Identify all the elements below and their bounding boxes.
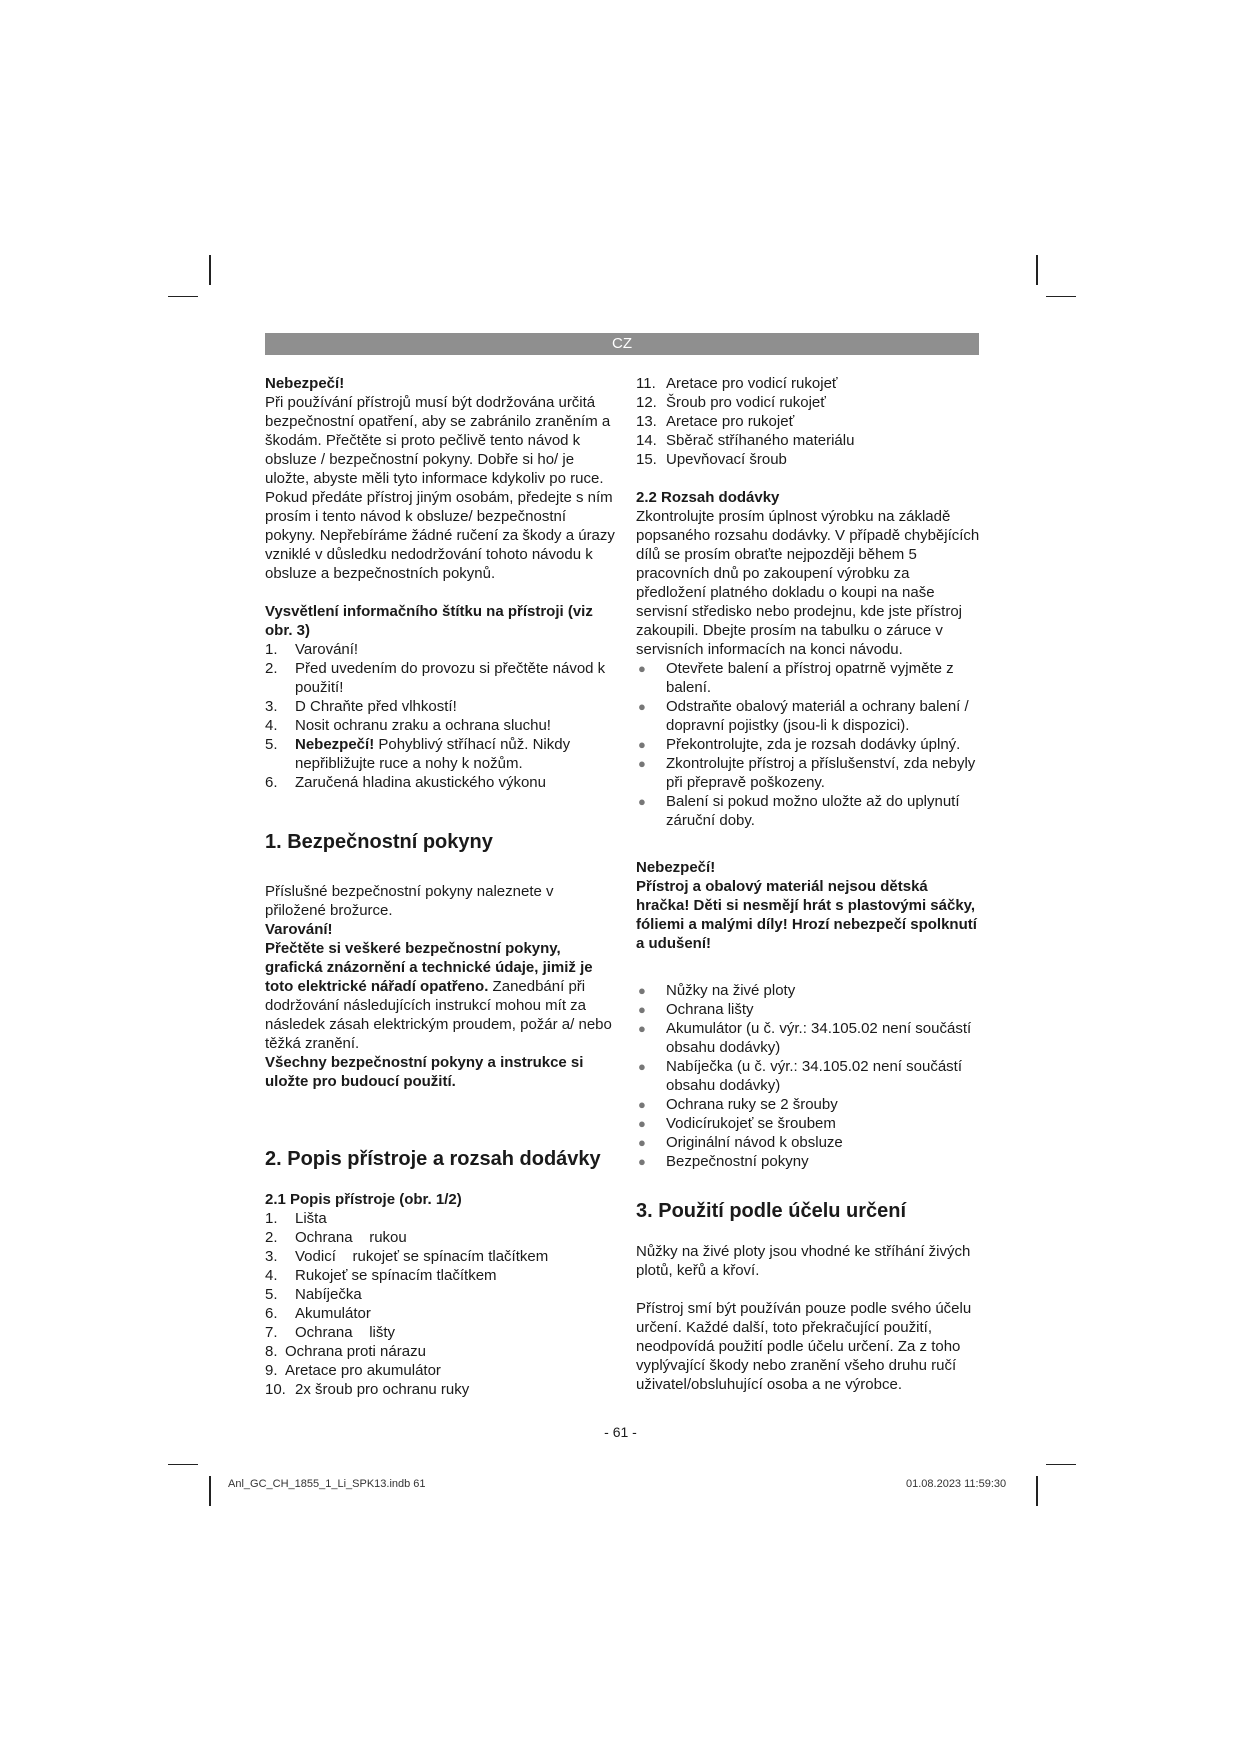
crop-mark: [209, 1476, 211, 1506]
list-item: 3. D Chraňte před vlhkostí!: [265, 698, 457, 715]
list-item: 8. Ochrana proti nárazu: [265, 1343, 426, 1360]
list-item: 2. Ochrana rukou: [265, 1229, 407, 1246]
bullet-icon: ●: [638, 1116, 646, 1131]
file-slug: Anl_GC_CH_1855_1_Li_SPK13.indb 61: [228, 1478, 426, 1490]
section-1-warning: Varování!: [265, 921, 333, 938]
list-item: ● Odstraňte obalový materiál a ochrany balení / dopravní pojistky (jsou-li k dispozici).: [638, 698, 969, 734]
list-item: ● Vodicírukojeť se šroubem: [638, 1115, 836, 1132]
list-item: 5. Nebezpečí! Pohyblivý stříhací nůž. Nikdy nepřibližujte ruce a nohy k nožům.: [265, 736, 571, 772]
list-item: ● Nůžky na živé ploty: [638, 982, 796, 999]
crop-mark: [1036, 255, 1038, 285]
bullet-icon: ●: [638, 1002, 646, 1017]
section-1-text: Přečtěte si veškeré bezpečnostní pokyny, grafická znázornění a technické údaje, jimiž je toto elektrické nářadí opatřeno. Zanedbání při dodržování následujících instrukcí mohou mít za následek zásah elektrickým proudem, požár a/ nebo těžká zranění.: [265, 940, 612, 1052]
section-1-title: 1. Bezpečnostní pokyny: [265, 831, 493, 853]
danger-text: Při používání přístrojů musí být dodržována určitá bezpečnostní opatření, aby se zabránilo zraněním a škodám. Přečtěte si proto pečlivě tento návod k obsluze / bezpečnostní pokyny. Dobře si ho/ je uložte, abyste měli tyto informace kdykoliv po ruce. Pokud předáte přístroj jiným osobám, předejte s ním prosím i tento návod k obsluze/ bezpečnostní pokyny. Nepřebíráme žádné ručení za škody a úrazy vzniklé v důsledku nedodržování tohoto návodu k obsluze a bezpečnostních pokynů.: [265, 394, 615, 582]
language-header-bar: CZ: [265, 333, 979, 355]
list-item: 12. Šroub pro vodicí rukojeť: [636, 394, 826, 411]
page-number: - 61 -: [604, 1424, 637, 1440]
list-item: ● Nabíječka (u č. výr.: 34.105.02 není součástí obsahu dodávky): [638, 1058, 963, 1094]
list-item: ● Bezpečnostní pokyny: [638, 1153, 809, 1170]
section-1-intro: Příslušné bezpečnostní pokyny naleznete v přiložené brožurce.: [265, 883, 554, 919]
list-item: 5. Nabíječka: [265, 1286, 362, 1303]
bullet-icon: ●: [638, 1135, 646, 1150]
right-column: [636, 374, 981, 1394]
list-item: 10. 2x šroub pro ochranu ruky: [265, 1381, 470, 1398]
list-item: 6. Zaručená hladina akustického výkonu: [265, 774, 546, 791]
section-2-title: 2. Popis přístroje a rozsah dodávky: [265, 1148, 601, 1170]
list-item: 7. Ochrana lišty: [265, 1324, 396, 1341]
section-2-1-title: 2.1 Popis přístroje (obr. 1/2): [265, 1191, 462, 1208]
list-item: 14. Sběrač stříhaného materiálu: [636, 432, 855, 449]
list-item: ● Ochrana ruky se 2 šrouby: [638, 1096, 838, 1113]
danger-2-text: Přístroj a obalový materiál nejsou dětská hračka! Děti si nesmějí hrát s plastovými sáčky, fóliemi a malými díly! Hrozí nebezpečí spolknutí a udušení!: [636, 878, 977, 952]
bullet-icon: ●: [638, 1059, 646, 1074]
list-item: 13. Aretace pro rukojeť: [636, 413, 795, 430]
list-item: 3. Vodicí rukojeť se spínacím tlačítkem: [265, 1248, 549, 1265]
section-3-paragraph-1: Nůžky na živé ploty jsou vhodné ke stříhání živých plotů, keřů a křoví.: [636, 1243, 971, 1279]
crop-mark: [1036, 1476, 1038, 1506]
section-3-title: 3. Použití podle účelu určení: [636, 1200, 907, 1222]
bullet-icon: ●: [638, 756, 646, 771]
crop-mark: [168, 1464, 198, 1465]
crop-mark: [168, 296, 198, 297]
list-item: ● Originální návod k obsluze: [638, 1134, 843, 1151]
list-item: 11. Aretace pro vodicí rukojeť: [636, 375, 838, 392]
bullet-icon: ●: [638, 699, 646, 714]
date-slug: 01.08.2023 11:59:30: [906, 1478, 1007, 1490]
list-item: 2. Před uvedením do provozu si přečtěte návod k použití!: [265, 660, 606, 696]
left-column: [265, 374, 615, 1399]
section-2-2-text: Zkontrolujte prosím úplnost výrobku na základě popsaného rozsahu dodávky. V případě chybějících dílů se prosím obraťte nejpozději během 5 pracovních dnů po zakoupení výrobku za předložení platného dokladu o koupi na naše servisní středisko nebo prodejnu, kde jste přístroj zakoupili. Dbejte prosím na tabulku o záruce v servisních informacích na konci návodu.: [636, 508, 980, 658]
parts-list: [265, 1209, 615, 1399]
list-item: 15. Upevňovací šroub: [636, 451, 787, 468]
bullet-icon: ●: [638, 794, 646, 809]
list-item: ● Otevřete balení a přístroj opatrně vyjměte z balení.: [638, 660, 954, 696]
section-2-2-title: 2.2 Rozsah dodávky: [636, 489, 780, 506]
bullet-icon: ●: [638, 1097, 646, 1112]
list-item: 1. Lišta: [265, 1210, 327, 1227]
section-1-keep: Všechny bezpečnostní pokyny a instrukce si uložte pro budoucí použití.: [265, 1054, 584, 1090]
unpacking-list: [636, 659, 981, 830]
list-item: 4. Nosit ochranu zraku a ochrana sluchu!: [265, 717, 551, 734]
bullet-icon: ●: [638, 661, 646, 676]
danger-2-title: Nebezpečí!: [636, 859, 716, 876]
parts-list-continued: [636, 374, 981, 469]
list-item: ● Překontrolujte, zda je rozsah dodávky úplný.: [638, 736, 961, 753]
crop-mark: [209, 255, 211, 285]
list-item: 9. Aretace pro akumulátor: [265, 1362, 441, 1379]
bullet-icon: ●: [638, 737, 646, 752]
danger-title: Nebezpečí!: [265, 375, 345, 392]
label-explanation-title: Vysvětlení informačního štítku na přístroji (viz obr. 3): [265, 603, 593, 639]
list-item: ● Akumulátor (u č. výr.: 34.105.02 není součástí obsahu dodávky): [638, 1020, 972, 1056]
list-item: 1. Varování!: [265, 641, 359, 658]
bullet-icon: ●: [638, 1154, 646, 1169]
label-list: [265, 640, 615, 792]
crop-mark: [1046, 296, 1076, 297]
list-item: ● Zkontrolujte přístroj a příslušenství, zda nebyly při přepravě poškozeny.: [638, 755, 976, 791]
crop-mark: [1046, 1464, 1076, 1465]
list-item: ● Ochrana lišty: [638, 1001, 754, 1018]
bullet-icon: ●: [638, 983, 646, 998]
list-item: 6. Akumulátor: [265, 1305, 371, 1322]
delivery-list: [636, 981, 981, 1171]
section-3-paragraph-2: Přístroj smí být používán pouze podle svého účelu určení. Každé další, toto překračující použití, neodpovídá použití podle účelu určení. Za z toho vyplývající škody nebo zranění všeho druhu ručí uživatel/obsluhující osoba a ne výrobce.: [636, 1300, 972, 1393]
list-item: ● Balení si pokud možno uložte až do uplynutí záruční doby.: [638, 793, 960, 829]
list-item: 4. Rukojeť se spínacím tlačítkem: [265, 1267, 497, 1284]
bullet-icon: ●: [638, 1021, 646, 1036]
